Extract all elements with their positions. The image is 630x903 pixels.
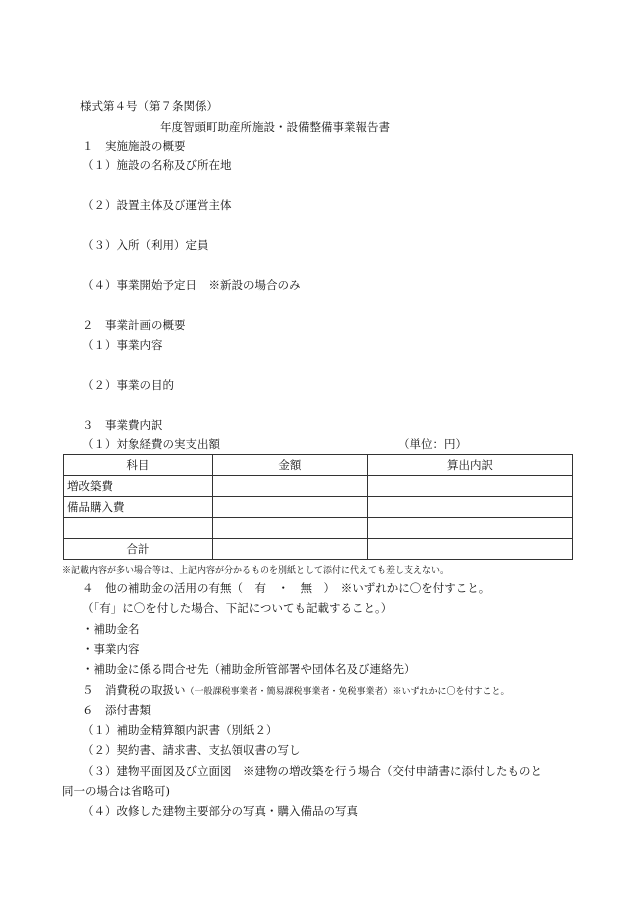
section6-item-4: （４）改修した建物主要部分の写真・購入備品の写真 [82,804,358,818]
section1-item-1: （１）施設の名称及び所在地 [82,158,232,172]
row-amount [212,518,367,539]
section3-subheading: （１）対象経費の実支出額 [82,437,220,451]
table-header-row [64,455,573,476]
table-total-row [64,539,573,560]
section5-detail: （一般課税事業者・簡易課税事業者・免税事業者）※いずれかに〇を付すこと。 [185,687,510,697]
row-subject [64,518,213,539]
document-title: 年度智頭町助産所施設・設備整備事業報告書 [160,120,390,134]
section1-item-4: （４）事業開始予定日 ※新設の場合のみ [82,278,301,292]
section4-heading: ４ 他の補助金の活用の有無（ 有 ・ 無 ） ※いずれかに〇を付すこと。 [82,581,491,595]
table-note: ※記載内容が多い場合等は、上記内容が分かるものを別紙として添付に代えても差し支えない。 [62,566,450,576]
header-breakdown: 算出内訳 [368,455,573,476]
section4-note: （「有」に〇を付した場合、下記についても記載すること。） [82,601,393,615]
row-amount [212,497,367,518]
total-breakdown [368,539,573,560]
header-subject: 科目 [64,455,213,476]
section4-item-2: ・事業内容 [82,642,140,656]
section6-item-1: （１）補助金精算額内訳書（別紙２） [82,723,278,737]
row-breakdown [368,476,573,497]
section4-item-1: ・補助金名 [82,622,140,636]
form-label: 様式第４号（第７条関係） [80,99,218,113]
section3-heading: ３ 事業費内訳 [82,418,163,432]
header-amount: 金額 [212,455,367,476]
row-breakdown [368,497,573,518]
section4-item-3: ・補助金に係る問合せ先（補助金所管部署や団体名及び連絡先） [82,662,416,676]
section2-heading: ２ 事業計画の概要 [82,318,186,332]
section2-item-1: （１）事業内容 [82,338,163,352]
total-label: 合計 [64,539,213,560]
unit-label: （単位：円） [398,437,467,451]
section2-item-2: （２）事業の目的 [82,378,174,392]
section6-item-3: （３）建物平面図及び立面図 ※建物の増改築を行う場合（交付申請書に添付したものと [82,764,542,778]
row-subject: 備品購入費 [64,497,213,518]
section1-item-2: （２）設置主体及び運営主体 [82,198,232,212]
section1-item-3: （３）入所（利用）定員 [82,238,209,252]
section5-line [82,683,510,699]
table-row [64,497,573,518]
section6-item-3-cont: 同一の場合は省略可) [62,784,170,798]
total-amount [212,539,367,560]
row-breakdown [368,518,573,539]
section6-item-2: （２）契約書、請求書、支払領収書の写し [82,743,301,757]
section1-heading: １ 実施施設の概要 [82,139,186,153]
expense-table [63,454,573,560]
table-row [64,518,573,539]
section5-heading: ５ 消費税の取扱い [82,683,186,697]
table-row [64,476,573,497]
row-amount [212,476,367,497]
row-subject: 増改築費 [64,476,213,497]
section6-heading: ６ 添付書類 [82,703,151,717]
